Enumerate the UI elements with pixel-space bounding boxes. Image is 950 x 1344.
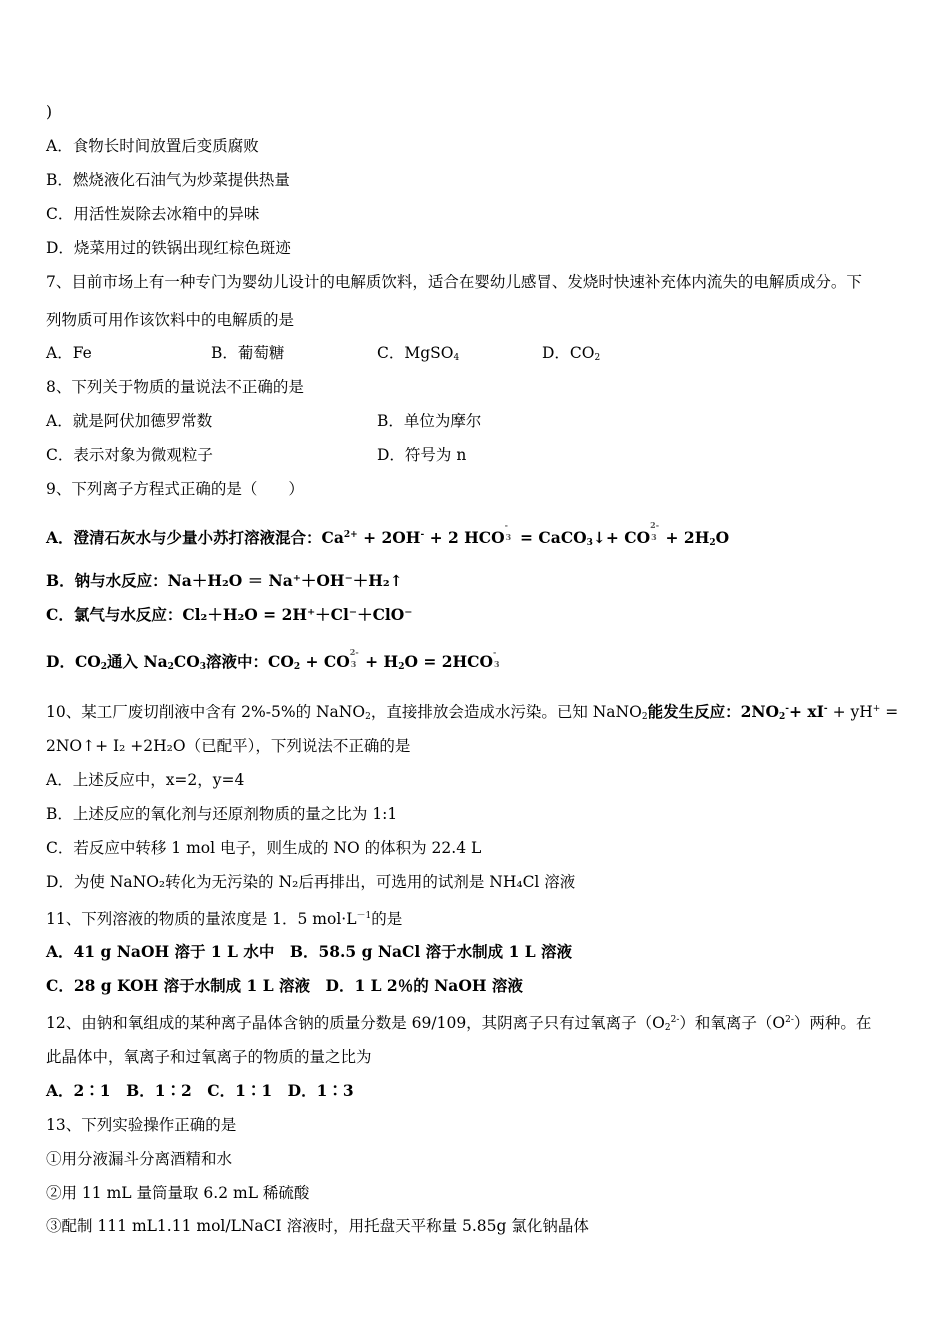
q10-option-d: D．为使 NaNO₂转化为无污染的 N₂后再排出，可选用的试剂是 NH₄Cl 溶液 xyxy=(46,873,576,891)
hco3-charge-d: - 3 xyxy=(493,647,500,669)
q12-options: A．2∶1 B．1∶2 C．1∶1 D．1∶3 xyxy=(46,1081,354,1100)
q12-stem-line1: 12、由钠和氧组成的某种离子晶体含钠的质量分数是 69/109，其阴离子只有过氧离子$(O_2^{2-})$和氧离子$(O^{2-})$两种。在 xyxy=(46,1014,872,1033)
q8-option-c: C．表示对象为微观粒子 xyxy=(46,446,213,464)
q11-stem: 11、下列溶液的物质的量浓度是 1．5 $mol\cdot L^{-1}$的是 xyxy=(46,910,403,928)
q8-option-b: B．单位为摩尔 xyxy=(377,412,482,430)
co3-charge: 2- 3 xyxy=(650,520,660,542)
q9-option-d: D．$CO_2$通入 $Na_2CO_3$溶液中：$CO_2$ + CO 2- 3 + $H_2O = 2HCO$ - 3 xyxy=(46,652,503,677)
q7-option-c: C．MgSO$_4$ xyxy=(377,344,460,363)
q8-stem: 8、下列关于物质的量说法不正确的是 xyxy=(46,378,304,396)
q8-option-d: D．符号为 n xyxy=(377,446,467,464)
co3-charge-d: 2- 3 xyxy=(349,647,359,669)
q13-stem: 13、下列实验操作正确的是 xyxy=(46,1116,237,1134)
q7-option-b: B．葡萄糖 xyxy=(211,344,285,362)
q13-item-3: ③配制 111 mL1.11 mol/LNaCI 溶液时，用托盘天平称量 5.85g 氯化钠晶体 xyxy=(46,1217,589,1235)
q11-options-cd: C．28 g KOH 溶于水制成 1 L 溶液 D．1 L 2％的 NaOH 溶液 xyxy=(46,976,523,995)
q13-item-2: ②用 11 mL 量筒量取 6.2 mL 稀硫酸 xyxy=(46,1184,310,1202)
q7-option-d: D．$CO_2$ xyxy=(542,344,601,363)
q12-stem-line2: 此晶体中，氧离子和过氧离子的物质的量之比为 xyxy=(46,1048,372,1066)
q10-option-b: B．上述反应的氧化剂与还原剂物质的量之比为 1:1 xyxy=(46,805,398,823)
q7-option-a: A．Fe xyxy=(46,344,92,362)
q6-option-b: B．燃烧液化石油气为炒菜提供热量 xyxy=(46,171,290,189)
q13-item-1: ①用分液漏斗分离酒精和水 xyxy=(46,1150,233,1168)
q8-option-a: A．就是阿伏加德罗常数 xyxy=(46,412,213,430)
q9-stem: 9、下列离子方程式正确的是（ ） xyxy=(46,480,304,498)
hco3-charge: - 3 xyxy=(504,520,512,542)
continued-paren: ) xyxy=(46,103,53,121)
q10-option-a: A．上述反应中，x=2，y=4 xyxy=(46,771,245,789)
q6-option-d: D．烧菜用过的铁锅出现红棕色斑迹 xyxy=(46,239,291,257)
q7-stem-line2: 列物质可用作该饮料中的电解质的是 xyxy=(46,311,295,329)
q6-option-a: A．食物长时间放置后变质腐败 xyxy=(46,137,259,155)
q10-option-c: C．若反应中转移 1 mol 电子，则生成的 NO 的体积为 22.4 L xyxy=(46,839,482,857)
q10-stem-line2: 2NO↑+ I₂ +2H₂O（已配平），下列说法不正确的是 xyxy=(46,737,411,755)
q6-option-c: C．用活性炭除去冰箱中的异味 xyxy=(46,205,260,223)
q10-stem-line1: 10、某工厂废切削液中含有 2%-5%的 NaNO$_2$，直接排放会造成水污染。已知 NaNO$_2$能发生反应：$2NO_2^-+ xI^- + yH^+$ = xyxy=(46,702,899,722)
q9-option-a: A．澄清石灰水与少量小苏打溶液混合：$Ca^{2+} + 2OH^- + 2$ HCO - 3 = CaCO$_3$↓+ CO 2- 3 + $2H_2O$ xyxy=(46,520,730,548)
q11-options-ab: A．41 g NaOH 溶于 1 L 水中 B．58.5 g NaCl 溶于水制成 1 L 溶液 xyxy=(46,942,573,961)
q7-stem-line1: 7、目前市场上有一种专门为婴幼儿设计的电解质饮料，适合在婴幼儿感冒、发烧时快速补充体内流失的电解质成分。下 xyxy=(46,273,862,291)
q9-option-c: C．氯气与水反应：Cl₂＋H₂O = 2H⁺＋Cl⁻＋ClO⁻ xyxy=(46,605,413,624)
q9-option-b: B．钠与水反应：Na＋H₂O ＝ Na⁺＋OH⁻＋H₂↑ xyxy=(46,571,403,590)
